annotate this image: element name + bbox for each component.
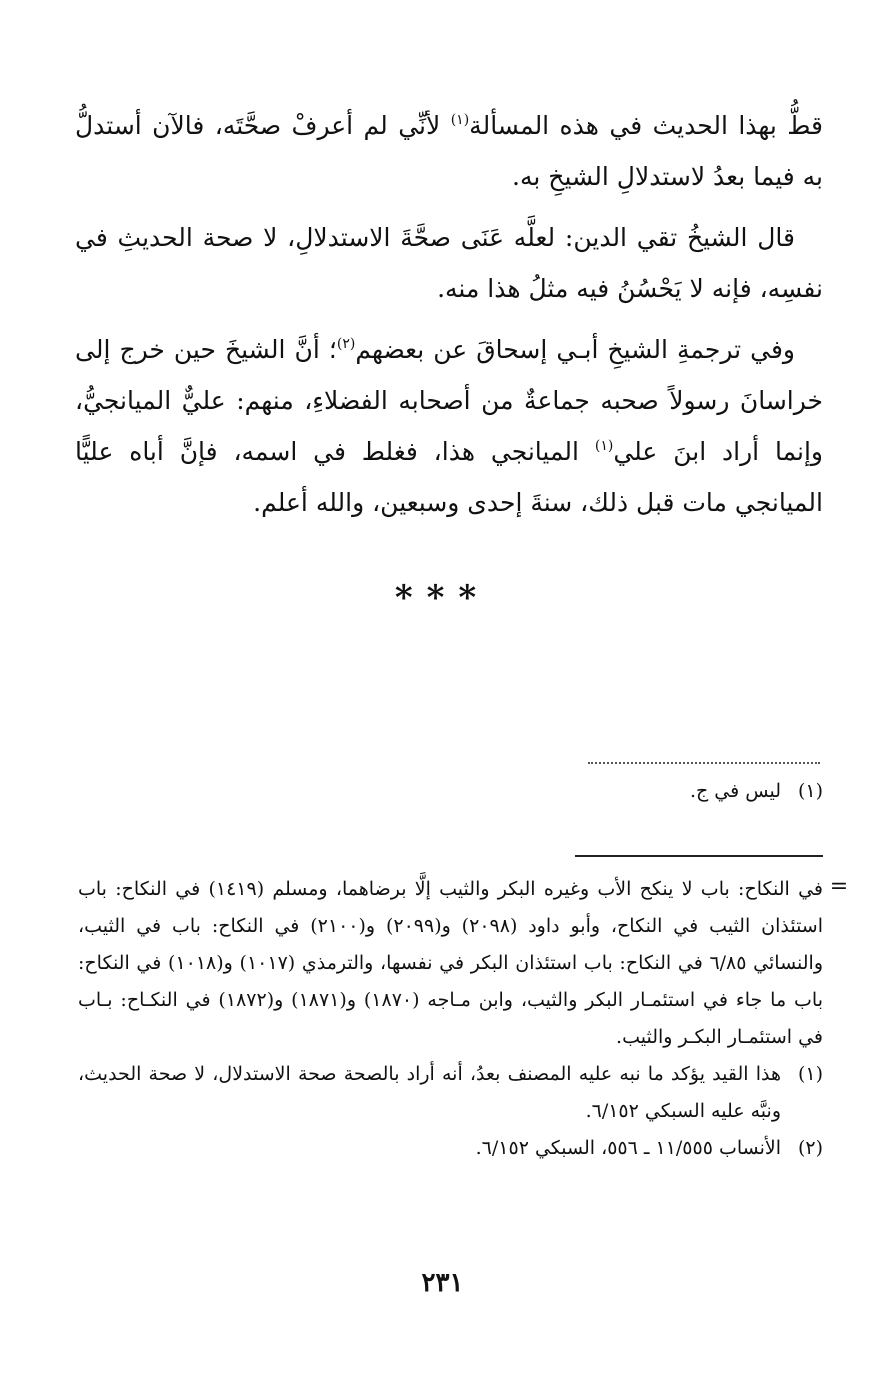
upper-footnotes [75, 774, 823, 808]
continuation-mark: = [829, 874, 849, 899]
page-number: ٢٣١ [421, 1268, 464, 1298]
footnote-item [78, 1130, 823, 1167]
footnote-number: (٢) [797, 1137, 823, 1159]
main-body-text [75, 100, 823, 538]
footnote-number: (١) [797, 780, 823, 802]
footnote-item [75, 774, 823, 808]
footnote-ref-2: (٢) [336, 336, 356, 352]
footnote-ref-1: (١) [450, 112, 470, 128]
paragraph-3-text-a: وفي ترجمةِ الشيخِ أبـي إسحاقَ عن بعضهم [355, 335, 795, 364]
footnote-item [78, 1056, 823, 1130]
footnote-text: الأنساب ١١/٥٥٥ ـ ٥٥٦، السبكي ٦/١٥٢. [475, 1137, 781, 1159]
dotted-footnote-rule [588, 762, 820, 764]
footnote-ref-3: (١) [594, 438, 614, 454]
footnote-continuation-text: في النكاح: باب لا ينكح الأب وغيره البكر والثيب إلَّا برضاهما، ومسلم (١٤١٩) في النكاح: باب استئذان الثيب في النكاح، وأبو داود (٢٠٩٨) و(٢٠٩٩) و(٢١٠٠) في النكاح: باب في الثيب، والنسائي ٦/٨٥ في النكاح: باب استئذان البكر في نفسها، والترمذي (١٠١٧) و(١٠١٨) في النكاح: باب ما جاء في استئمـار البكر والثيب، وابن مـاجه (١٨٧٠) و(١٨٧١) و(١٨٧٢) في النكـاح: بـاب في استئمـار البكـر والثيب. [78, 878, 824, 1048]
lower-footnotes [78, 871, 823, 1167]
paragraph-3-text-b: ؛ أنَّ الشيخَ حين خرج إلى خراسانَ رسولاً صحبه جماعةٌ من أصحابه الفضلاءِ، منهم: عليٌّ الميانجيُّ، وإنما أراد ابنَ علي [75, 335, 824, 466]
paragraph-1-text-b: لأنِّي لم أعرفْ صحَّتَه، فالآن أستدلُّ به فيما بعدُ لاستدلالِ الشيخِ به. [75, 111, 823, 191]
solid-footnote-rule [575, 855, 823, 857]
paragraph-3 [75, 324, 823, 528]
footnote-number: (١) [797, 1063, 823, 1085]
footnote-text: ليس في ج. [689, 780, 781, 802]
paragraph-3-text-c: الميانجي هذا، فغلط في اسمه، فإنَّ أباه عليًّا الميانجي مات قبل ذلك، سنةَ إحدى وسبعين، والله أعلم. [75, 437, 823, 517]
footnote-continuation [78, 871, 823, 1056]
footnote-text: هذا القيد يؤكد ما نبه عليه المصنف بعدُ، أنه أراد بالصحة صحة الاستدلال، لا صحة الحديث، ونبَّه عليه السبكي ٦/١٥٢. [78, 1063, 781, 1122]
section-separator: *** [394, 578, 491, 618]
paragraph-1-text-a: قطُّ بهذا الحديث في هذه المسألة [469, 111, 823, 140]
paragraph-1 [75, 100, 823, 202]
paragraph-2: قال الشيخُ تقي الدين: لعلَّه عَنَى صحَّةَ الاستدلالِ، لا صحة الحديثِ في نفسِه، فإنه لا يَحْسُنُ فيه مثلُ هذا منه. [75, 223, 823, 303]
